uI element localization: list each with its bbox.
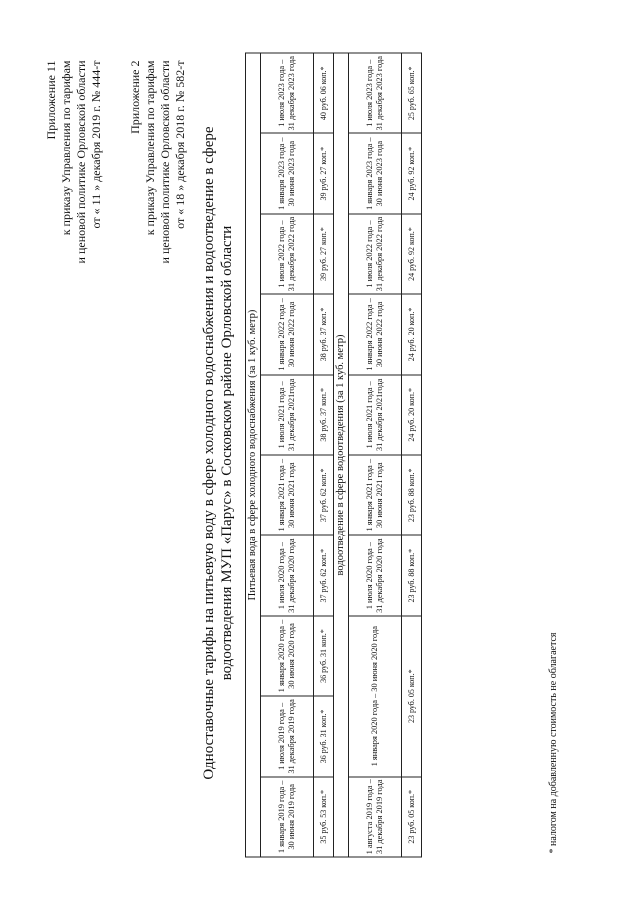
water-period-cell: 1 июля 2023 года – 31 декабря 2023 года: [260, 53, 313, 133]
vat-footnote: * налогом на добавленную стоимость не облагается: [547, 632, 559, 853]
water-period-cell: 1 июля 2020 года – 31 декабря 2020 года: [260, 535, 313, 615]
appendix-2-block: [128, 60, 188, 263]
water-value-cell: 38 руб. 37 коп.*: [313, 294, 333, 374]
appendix-2-line1: Приложение 2: [127, 60, 142, 134]
sewage-value-cell: 24 руб. 20 коп.*: [401, 374, 421, 454]
appendix-11-line3: и ценовой политике Орловской области: [73, 60, 88, 263]
sewage-value-cell: 23 руб. 05 коп.*: [401, 615, 421, 776]
water-value-cell: 37 руб. 62 коп.*: [313, 535, 333, 615]
appendix-11-line1: Приложение 11: [43, 60, 58, 139]
water-value-cell: 36 руб. 31 коп.*: [313, 615, 333, 695]
water-period-cell: 1 июля 2021 года – 31 декабря 2021года: [260, 374, 313, 454]
water-value-cell: 38 руб. 37 коп.*: [313, 374, 333, 454]
water-value-cell: 37 руб. 62 коп.*: [313, 455, 333, 535]
tariff-table: [245, 52, 422, 857]
water-values-row: [313, 53, 333, 857]
water-period-cell: 1 января 2020 года – 30 июня 2020 года: [260, 615, 313, 695]
water-section-label: Питьевая вода в сфере холодного водоснабжения (за 1 куб. метр): [245, 53, 260, 857]
sewage-period-cell: 1 июля 2022 года – 31 декабря 2022 года: [348, 213, 401, 293]
water-periods-row: [260, 53, 313, 857]
appendix-11-block: [44, 60, 104, 263]
water-period-cell: 1 июля 2019 года – 31 декабря 2019 года: [260, 696, 313, 776]
title-line1: Одноставочные тарифы на питьевую воду в сфере холодного водоснабжения и водоотведение в сфере: [200, 125, 217, 780]
water-period-cell: 1 января 2022 года – 30 июня 2022 года: [260, 294, 313, 374]
appendix-11-line2: к приказу Управления по тарифам: [58, 60, 73, 235]
water-period-cell: 1 января 2021 года – 30 июня 2021 года: [260, 455, 313, 535]
sewage-period-cell: 1 августа 2019 года – 31 декабря 2019 года: [348, 776, 401, 856]
appendix-11-line4: от « 11 » декабря 2019 г. № 444-т: [88, 60, 103, 228]
water-period-cell: 1 июля 2022 года – 31 декабря 2022 года: [260, 213, 313, 293]
appendix-2-line3: и ценовой политике Орловской области: [157, 60, 172, 263]
sewage-value-cell: 23 руб. 88 коп.*: [401, 535, 421, 615]
water-value-cell: 39 руб. 27 коп.*: [313, 213, 333, 293]
sewage-periods-row: [348, 53, 401, 857]
sewage-period-cell: 1 июля 2023 года – 31 декабря 2023 года: [348, 53, 401, 133]
sewage-value-cell: 23 руб. 05 коп.*: [401, 776, 421, 856]
sewage-period-cell: 1 января 2023 года – 30 июня 2023 года: [348, 133, 401, 213]
appendix-2-line2: к приказу Управления по тарифам: [142, 60, 157, 235]
title-line2: водоотведения МУП «Парус» в Сосковском районе Орловской области: [218, 225, 235, 680]
rotated-content: [40, 30, 600, 875]
sewage-period-cell: 1 января 2022 года – 30 июня 2022 года: [348, 294, 401, 374]
sewage-values-row: [401, 53, 421, 857]
sewage-period-cell: 1 января 2021 года – 30 июня 2021 года: [348, 455, 401, 535]
sewage-value-cell: 24 руб. 20 коп.*: [401, 294, 421, 374]
water-value-cell: 35 руб. 53 коп.*: [313, 776, 333, 856]
sewage-period-cell: 1 июля 2021 года – 31 декабря 2021года: [348, 374, 401, 454]
sewage-value-cell: 23 руб. 88 коп.*: [401, 455, 421, 535]
sewage-value-cell: 25 руб. 65 коп.*: [401, 53, 421, 133]
water-value-cell: 40 руб. 06 коп.*: [313, 53, 333, 133]
sewage-period-cell: 1 января 2020 года – 30 июня 2020 года: [348, 615, 401, 776]
document-title: [200, 50, 236, 855]
water-period-cell: 1 января 2019 года – 30 июня 2019 года: [260, 776, 313, 856]
sewage-section-label: водоотведение в сфере водоотведения (за 1 куб. метр): [333, 53, 348, 857]
sewage-value-cell: 24 руб. 92 коп.*: [401, 213, 421, 293]
water-value-cell: 39 руб. 27 коп.*: [313, 133, 333, 213]
sewage-period-cell: 1 июля 2020 года – 31 декабря 2020 года: [348, 535, 401, 615]
sewage-value-cell: 24 руб. 92 коп.*: [401, 133, 421, 213]
water-value-cell: 36 руб. 31 коп.*: [313, 696, 333, 776]
appendix-2-line4: от « 18 » декабря 2018 г. № 582-т: [172, 60, 187, 229]
water-period-cell: 1 января 2023 года – 30 июня 2023 года: [260, 133, 313, 213]
